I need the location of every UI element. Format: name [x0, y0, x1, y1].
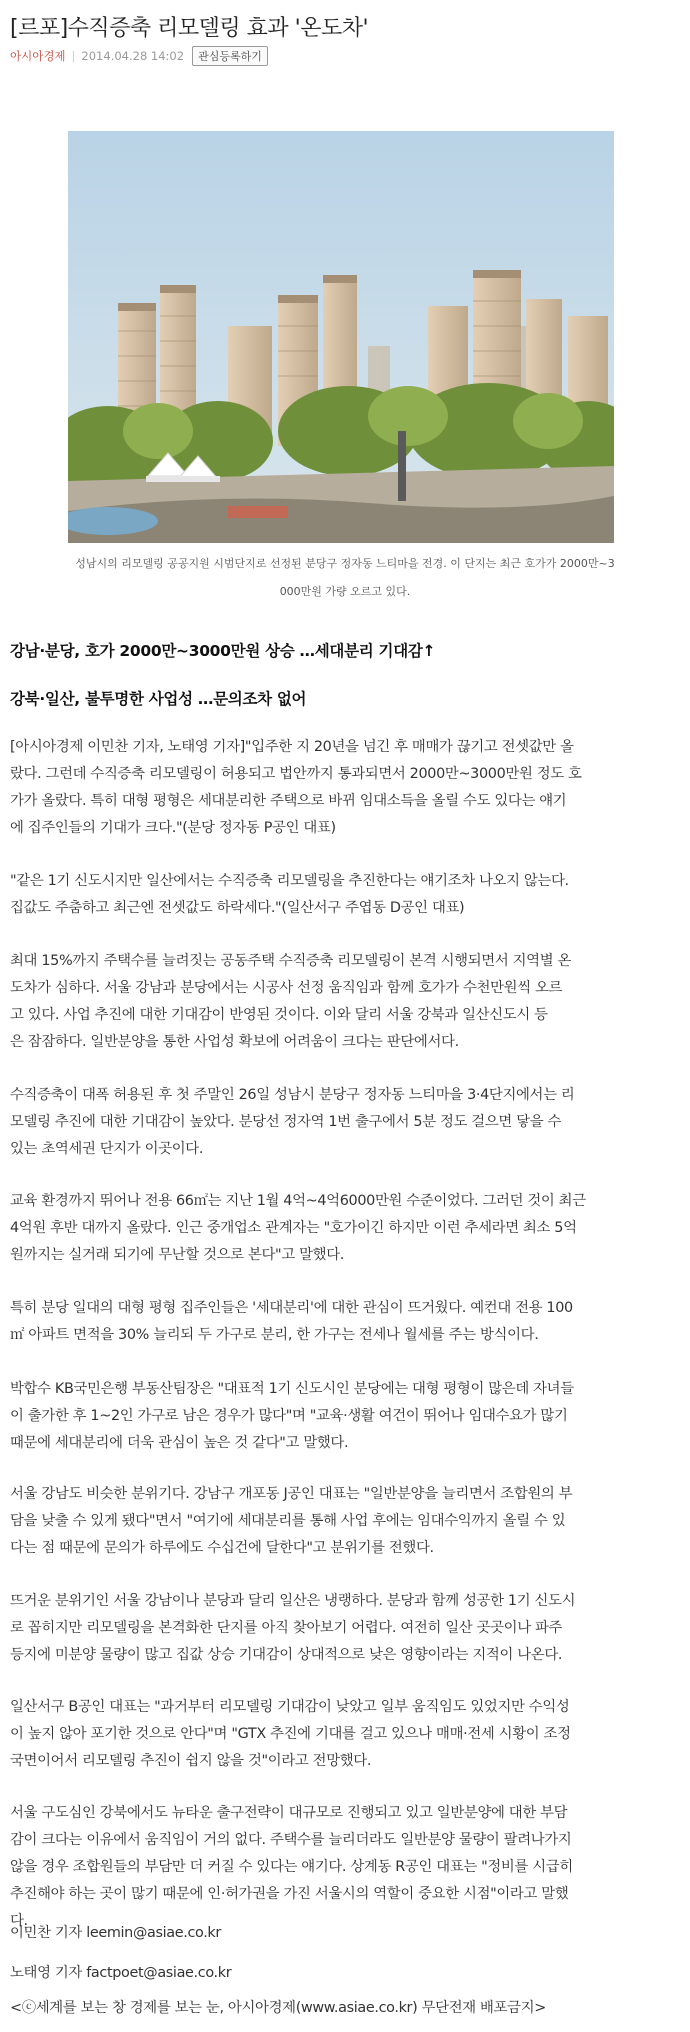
text-line: 때문에 세대분리에 더욱 관심이 높은 것 같다"고 말했다. [10, 1435, 349, 1451]
caption-line: 성남시의 리모델링 공공지원 시범단지로 선정된 분당구 정자동 느티마을 전경. 이 단지는 최근 호가가 2000만~3 [75, 557, 615, 570]
paragraph [10, 1481, 682, 1562]
text-line: 이 출가한 후 1~2인 가구로 남은 경우가 많다"며 "교육·생활 여건이 뛰어나 임대수요가 많기 [10, 1408, 568, 1424]
text-line: 도차가 심하다. 서울 강남과 분당에서는 시공사 선정 움직임과 함께 호가가 수천만원씩 오르 [10, 980, 563, 996]
text-line: 은 잠잠하다. 일반분양을 통한 사업성 확보에 어려움이 크다는 판단에서다. [10, 1034, 459, 1050]
text-line: 있는 초역세권 단지가 이곳이다. [10, 1141, 204, 1157]
text-line: 뜨거운 분위기인 서울 강남이나 분당과 달리 일산은 냉랭하다. 분당과 함께 성공한 1기 신도시 [10, 1593, 576, 1609]
text-line: 수직증축이 대폭 허용된 후 첫 주말인 26일 성남시 분당구 정자동 느티마을 3·4단지에서는 리 [10, 1087, 575, 1103]
text-line: 담을 낮출 수 있게 됐다"면서 "여기에 세대분리를 통해 사업 후에는 임대수익까지 올릴 수 있 [10, 1513, 566, 1529]
paragraph [10, 1188, 682, 1269]
text-line: 가가 올랐다. 특히 대형 평형은 세대분리한 주택으로 바뀌 임대소득을 올릴 수도 있다는 얘기 [10, 793, 567, 809]
text-line: 노태영 기자 factpoet@asiae.co.kr [10, 1965, 232, 1981]
text-line: 등지에 미분양 물량이 많고 집값 상승 기대감이 상대적으로 낮은 영향이라는 지적이 나온다. [10, 1647, 563, 1663]
text-line: 교육 환경까지 뛰어나 전용 66㎡는 지난 1월 4억~4억6000만원 수준이었다. 그러던 것이 최근 [10, 1193, 586, 1209]
paragraph [10, 948, 682, 1056]
reporter-email-1 [10, 1920, 682, 1947]
text-line: 에 집주인들의 기대가 크다."(분당 정자동 P공인 대표) [10, 820, 336, 836]
paragraph [10, 1376, 682, 1457]
text-line: 서울 강남도 비슷한 분위기다. 강남구 개포동 J공인 대표는 "일반분양을 늘리면서 조합원의 부 [10, 1486, 573, 1502]
text-line: 4억원 후반 대까지 올랐다. 인근 중개업소 관계자는 "호가이긴 하지만 이런 추세라면 최소 5억 [10, 1220, 577, 1236]
text-line: 일산서구 B공인 대표는 "과거부터 리모델링 기대감이 낮았고 일부 움직임도 있었지만 수익성 [10, 1699, 570, 1715]
text-line: 다. [10, 1913, 28, 1929]
paragraph [10, 1694, 682, 1775]
meta-divider: | [71, 49, 76, 63]
text-line: 랐다. 그런데 수직증축 리모델링이 허용되고 법안까지 통과되면서 2000만~3000만원 정도 호 [10, 766, 582, 782]
text-line: 원까지는 실거래 되기에 무난할 것으로 본다"고 말했다. [10, 1247, 344, 1263]
text-line: 박합수 KB국민은행 부동산팀장은 "대표적 1기 신도시인 분당에는 대형 평형이 많은데 자녀들 [10, 1381, 574, 1397]
subtitle-2: 강북·일산, 불투명한 사업성 …문의조차 없어 [10, 690, 307, 708]
text-line: 고 있다. 사업 추진에 대한 기대감이 반영된 것이다. 이와 달리 서울 강북과 일산신도시 등 [10, 1007, 548, 1023]
text-line: [아시아경제 이민찬 기자, 노태영 기자]"입주한 지 20년을 넘긴 후 매매가 끊기고 전셋값만 올 [10, 739, 574, 755]
text-line: 로 꼽히지만 리모델링을 본격화한 단지를 아직 찾아보기 어렵다. 여전히 일산 곳곳이나 파주 [10, 1620, 563, 1636]
text-line: ㎡ 아파트 면적을 30% 늘리되 두 가구로 분리, 한 가구는 전세나 월세를 주는 방식이다. [10, 1327, 539, 1343]
paragraph [10, 868, 682, 922]
paragraph [10, 1588, 682, 1669]
source-name[interactable]: 아시아경제 [10, 49, 66, 63]
text-line: 추진해야 하는 곳이 많기 때문에 인·허가권을 가진 서울시의 역할이 중요한 시점"이라고 말했 [10, 1886, 569, 1902]
reporter-email-2 [10, 1960, 682, 1987]
article-meta [10, 46, 268, 66]
photo-caption [60, 550, 630, 606]
text-line: 않을 경우 조합원들의 부담만 더 커질 수 있다는 얘기다. 상계동 R공인 대표는 "정비를 시급히 [10, 1859, 573, 1875]
publish-date: 2014.04.28 14:02 [81, 49, 185, 63]
copyright-notice [10, 1995, 682, 2022]
paragraph [10, 1082, 682, 1163]
text-line: 감이 크다는 이유에서 움직임이 거의 없다. 주택수를 늘리더라도 일반분양 물량이 팔려나가지 [10, 1832, 572, 1848]
text-line: 특히 분당 일대의 대형 평형 집주인들은 '세대분리'에 대한 관심이 뜨거웠다. 예컨대 전용 100 [10, 1300, 573, 1316]
text-line: 국면이어서 리모델링 추진이 쉽지 않을 것"이라고 전망했다. [10, 1753, 372, 1769]
text-line: 최대 15%까지 주택수를 늘려짓는 공동주택 수직증축 리모델링이 본격 시행되면서 지역별 온 [10, 953, 572, 969]
text-line: 이민찬 기자 leemin@asiae.co.kr [10, 1925, 221, 1941]
text-line: 이 높지 않아 포기한 것으로 안다"며 "GTX 추진에 기대를 걸고 있으나 매매·전세 시황이 조정 [10, 1726, 571, 1742]
paragraph [10, 1800, 682, 1935]
text-line: "같은 1기 신도시지만 일산에서는 수직증축 리모델링을 추진한다는 얘기조차 나오지 않는다. [10, 873, 569, 889]
caption-line: 000만원 가량 오르고 있다. [279, 585, 411, 598]
text-line: 집값도 주춤하고 최근엔 전셋값도 하락세다."(일산서구 주엽동 D공인 대표) [10, 900, 465, 916]
text-line: 서울 구도심인 강북에서도 뉴타운 출구전략이 대규모로 진행되고 있고 일반분양에 대한 부담 [10, 1805, 568, 1821]
paragraph [10, 734, 682, 842]
text-line: <ⓒ세계를 보는 창 경제를 보는 눈, 아시아경제(www.asiae.co.kr) 무단전재 배포금지> [10, 2000, 546, 2016]
subtitle-1: 강남·분당, 호가 2000만~3000만원 상승 …세대분리 기대감↑ [10, 642, 436, 660]
article-photo [68, 131, 614, 543]
paragraph [10, 1295, 682, 1349]
interest-register-button[interactable]: 관심등록하기 [192, 46, 268, 66]
article-title: [르포]수직증축 리모델링 효과 '온도차' [10, 16, 369, 41]
text-line: 모델링 추진에 대한 기대감이 높았다. 분당선 정자역 1번 출구에서 5분 정도 걸으면 닿을 수 [10, 1114, 562, 1130]
text-line: 다는 점 때문에 문의가 하루에도 수십건에 달한다"고 분위기를 전했다. [10, 1540, 434, 1556]
